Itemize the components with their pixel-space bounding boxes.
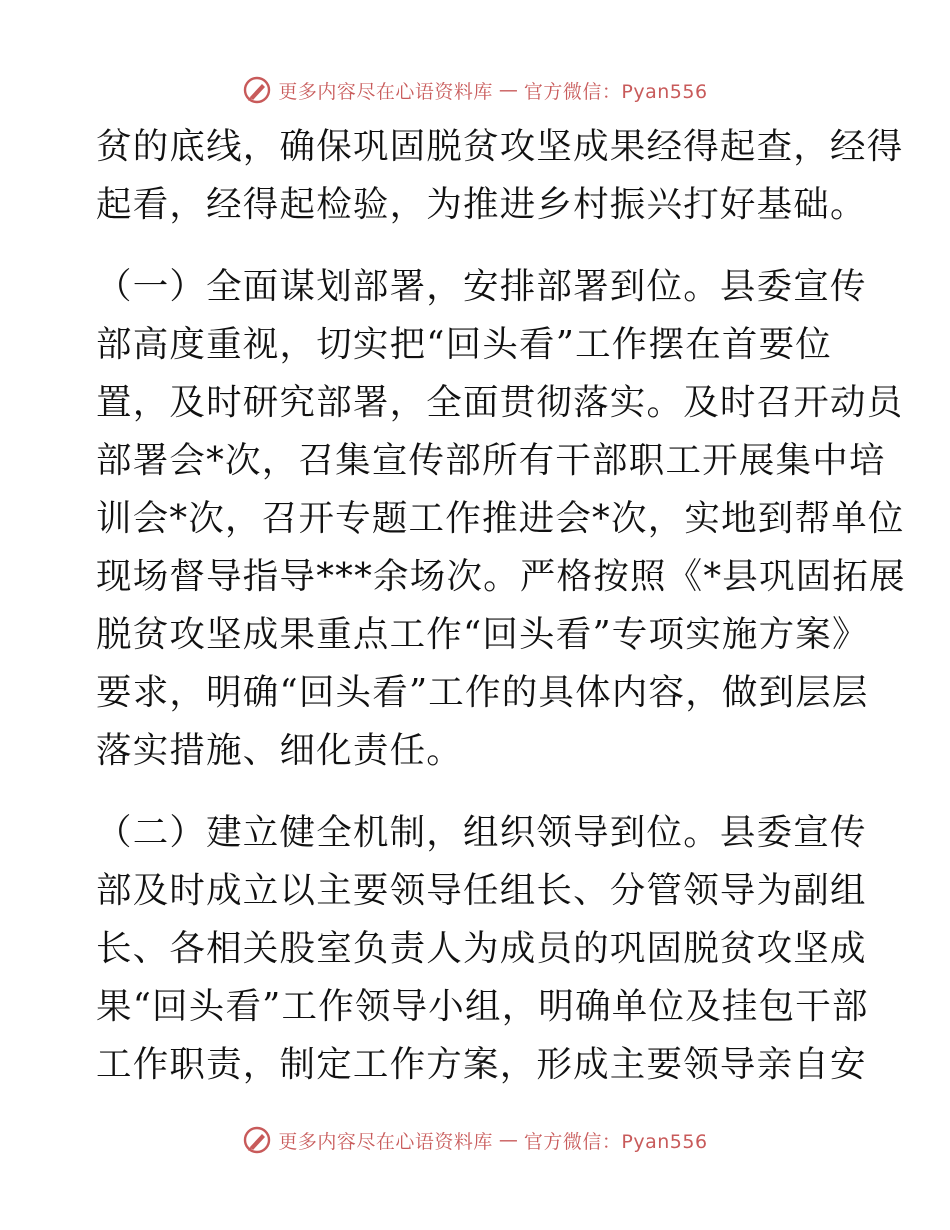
header-watermark	[0, 72, 950, 108]
text-line: 部及时成立以主要领导任组长、分管领导为副组	[96, 870, 867, 911]
watermark-dash: —	[498, 79, 518, 101]
paragraph-intro	[96, 118, 904, 234]
section-heading-line: （一）全面谋划部署，安排部署到位。县委宣传	[96, 266, 867, 307]
text-line: 部高度重视，切实把“回头看”工作摆在首要位	[96, 324, 832, 365]
text-line: 脱贫攻坚成果重点工作“回头看”专项实施方案》	[96, 614, 869, 655]
watermark-text: 更多内容尽在心语资料库	[278, 1130, 493, 1153]
watermark-contact: 官方微信：Pyan556	[523, 1130, 708, 1153]
watermark-contact: 官方微信：Pyan556	[523, 80, 708, 103]
watermark-dash: —	[498, 1129, 518, 1151]
paragraph-section-2	[96, 804, 869, 1094]
text-line: 果“回头看”工作领导小组，明确单位及挂包干部	[96, 986, 869, 1027]
text-line: 现场督导指导***余场次。严格按照《*县巩固拓展	[96, 556, 906, 597]
section-heading-line: （二）建立健全机制，组织领导到位。县委宣传	[96, 812, 867, 853]
text-line: 落实措施、细化责任。	[96, 730, 464, 771]
watermark-text: 更多内容尽在心语资料库	[278, 80, 493, 103]
footer-watermark	[0, 1122, 950, 1158]
text-line: 起看，经得起检验，为推进乡村振兴打好基础。	[96, 184, 867, 225]
text-line: 训会*次，召开专题工作推进会*次，实地到帮单位	[96, 498, 905, 539]
text-line: 部署会*次，召集宣传部所有干部职工开展集中培	[96, 440, 886, 481]
text-line: 置，及时研究部署，全面贯彻落实。及时召开动员	[96, 382, 904, 423]
text-line: 贫的底线，确保巩固脱贫攻坚成果经得起查，经得	[96, 126, 904, 167]
text-line: 长、各相关股室负责人为成员的巩固脱贫攻坚成	[96, 928, 867, 969]
pen-logo-icon	[242, 1125, 272, 1155]
document-body	[96, 118, 906, 1094]
text-line: 工作职责，制定工作方案，形成主要领导亲自安	[96, 1044, 867, 1085]
text-line: 要求，明确“回头看”工作的具体内容，做到层层	[96, 672, 869, 713]
paragraph-section-1	[96, 258, 906, 780]
pen-logo-icon	[242, 75, 272, 105]
